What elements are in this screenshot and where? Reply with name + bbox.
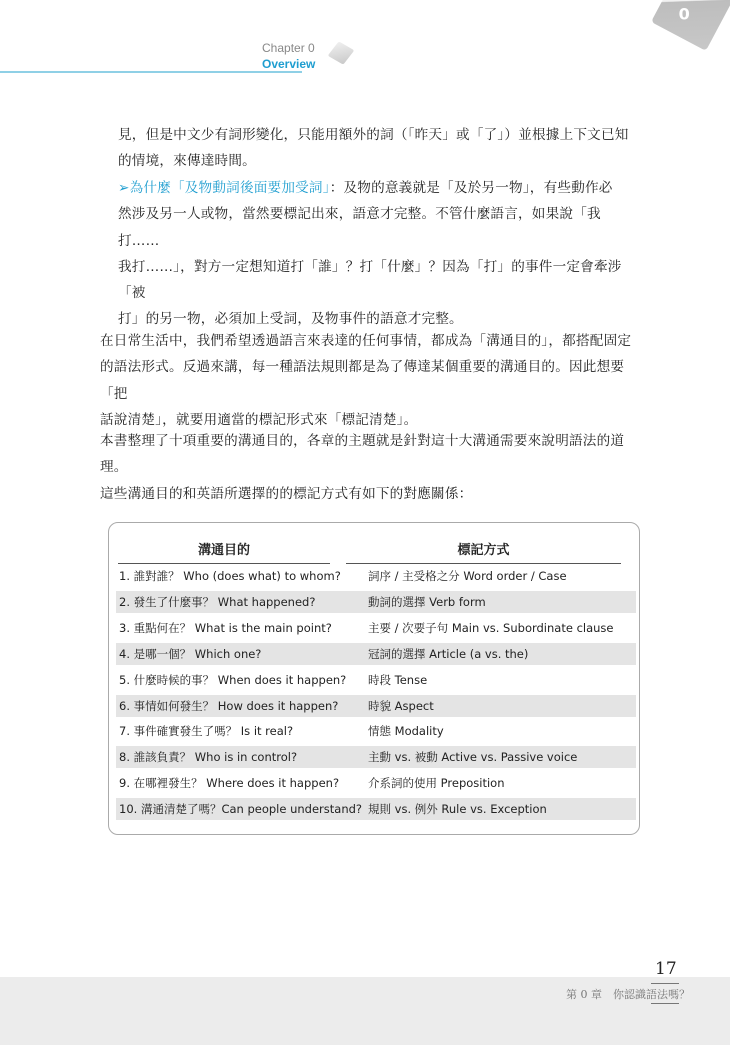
table-row: [116, 617, 636, 639]
paragraph-heading: ➢為什麼「及物動詞後面要加受詞」: [118, 180, 330, 196]
header-rule: [0, 71, 302, 73]
table-row: [116, 798, 636, 820]
table-row: [116, 669, 636, 691]
cube-label: 0: [678, 4, 690, 24]
text-line: 打」的另一物，必須加上受詞，及物事件的語意才完整。: [118, 311, 463, 328]
purpose-cell: 8. 誰該負責？ Who is in control?: [119, 750, 298, 765]
text-line: 話說清楚」，就要用適當的標記形式來「標記清楚」。: [100, 411, 418, 428]
table-row: [116, 720, 636, 742]
text-line: 在日常生活中，我們希望透過語言來表達的任何事情，都成為「溝通目的」，都搭配固定: [100, 333, 632, 349]
purpose-cell: 2. 發生了什麼事？ What happened?: [119, 594, 316, 609]
purpose-cell: 10. 溝通清楚了嗎？Can people understand?: [119, 802, 363, 817]
paragraph-3: [100, 328, 645, 433]
paragraph-1: [118, 122, 638, 175]
paragraph-2: [118, 175, 638, 333]
marking-cell: 情態 Modality: [368, 724, 444, 739]
divider: [651, 1003, 679, 1004]
purpose-cell: 6. 事情如何發生？ How does it happen?: [119, 698, 339, 713]
marking-cell: 時段 Tense: [368, 672, 428, 687]
table-row: [116, 565, 636, 587]
divider: [651, 983, 679, 984]
purpose-cell: 7. 事件確實發生了嗎？ Is it real?: [119, 724, 294, 739]
chapter-cube-icon: [651, 0, 730, 51]
marking-cell: 動詞的選擇 Verb form: [368, 594, 486, 609]
marking-cell: 詞序 / 主受格之分 Word order / Case: [368, 569, 567, 583]
marking-cell: 規則 vs. 例外 Rule vs. Exception: [368, 802, 547, 817]
text-line: 本書整理了十項重要的溝通目的，各章的主題就是針對這十大溝通需要來說明語法的道理。: [100, 433, 625, 476]
cube-decoration-icon: [328, 41, 355, 64]
text-line: ：及物的意義就是「及於另一物」，有些動作必: [329, 180, 613, 196]
mapping-table: [108, 522, 640, 835]
text-line: 的情境，來傳達時間。: [118, 153, 256, 170]
marking-cell: 時貌 Aspect: [368, 698, 434, 713]
text-line: 的語法形式。反過來講，每一種語法規則都是為了傳達某個重要的溝通目的。因此想要「把: [100, 359, 625, 402]
table-row: [116, 695, 636, 717]
paragraph-4: [100, 428, 645, 507]
section-label: Overview: [262, 57, 316, 71]
page-number: 17: [655, 959, 677, 979]
chapter-label: Chapter 0: [262, 41, 315, 55]
marking-cell: 主動 vs. 被動 Active vs. Passive voice: [368, 750, 578, 765]
table-row: [116, 591, 636, 613]
chapter-title-footer: 第 0 章 你認識語法嗎？: [566, 988, 690, 1001]
column-header-purpose: 溝通目的: [118, 539, 330, 564]
table-row: [116, 643, 636, 665]
table-row: [116, 772, 636, 794]
purpose-cell: 1. 誰對誰？ Who (does what) to whom?: [119, 569, 341, 583]
table-row: [116, 746, 636, 768]
text-line: 見，但是中文少有詞形變化，只能用額外的詞（「昨天」或「了」）並根據上下文已知: [118, 127, 629, 143]
purpose-cell: 9. 在哪裡發生？ Where does it happen?: [119, 776, 340, 791]
text-line: 我打……」，對方一定想知道打「誰」？打「什麼」？因為「打」的事件一定會牽涉「被: [118, 258, 622, 302]
text-line: 這些溝通目的和英語所選擇的的標記方式有如下的對應關係：: [100, 485, 473, 502]
text-line: 然涉及另一人或物，當然要標記出來，語意才完整。不管什麼語言，如果說「我打……: [118, 206, 601, 249]
marking-cell: 主要 / 次要子句 Main vs. Subordinate clause: [368, 620, 614, 635]
column-header-marking: 標記方式: [346, 539, 621, 564]
purpose-cell: 5. 什麼時候的事？ When does it happen?: [119, 672, 347, 687]
purpose-cell: 4. 是哪一個？ Which one?: [119, 646, 262, 661]
purpose-cell: 3. 重點何在？ What is the main point?: [119, 620, 332, 635]
marking-cell: 介系詞的使用 Preposition: [368, 776, 505, 791]
marking-cell: 冠詞的選擇 Article (a vs. the): [368, 646, 529, 661]
